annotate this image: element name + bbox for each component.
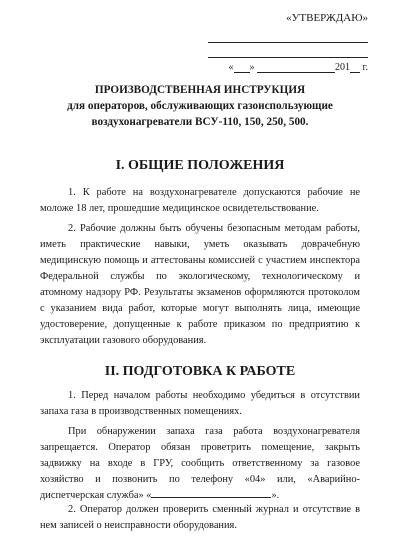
approval-block	[208, 12, 368, 73]
section-heading: I. ОБЩИЕ ПОЛОЖЕНИЯ	[115, 158, 285, 173]
title-line: для операторов, обслуживающих газоиспользующие	[67, 100, 333, 112]
paragraph-text-end: ».	[271, 490, 280, 501]
document-title	[40, 82, 360, 130]
paragraph-text: 2. Рабочие должны быть обучены безопасным методам работы, иметь практические навыки, уметь оказывать доврачебную медицинскую помощь и аттестованы комиссией с участием инспектора Федеральной службы по экологическому, технологическому и атомному надзору РФ. Результаты экзаменов оформляются протоколом с указанием вида работ, которые могут выполнять лица, имеющие удостоверение, допущенные к работе приказом по предприятию к эксплуатации газового оборудования.	[40, 223, 360, 346]
title-line: ПРОИЗВОДСТВЕННАЯ ИНСТРУКЦИЯ	[94, 84, 306, 96]
paragraph	[40, 388, 360, 420]
date-day-blank	[234, 62, 250, 73]
title-line: воздухонагреватели ВСУ-110, 150, 250, 500.	[91, 116, 309, 128]
paragraph	[40, 221, 360, 349]
date-year: 201	[335, 62, 351, 73]
paragraph	[40, 185, 360, 217]
phone-blank	[151, 488, 271, 498]
date-month-blank	[257, 62, 335, 73]
date-open-quote: «	[228, 62, 234, 73]
paragraph-text: 1. К работе на воздухонагревателе допускаются рабочие не моложе 18 лет, прошедшие медицинское освидетельствование.	[40, 187, 360, 214]
paragraph-text-main: При обнаружении запаха газа работа воздухонагревателя запрещается. Оператор обязан проветрить помещение, закрыть задвижку на входе в ГРУ, сообщить ответственному за газовое хозяйство и позвонить по телефону «04» или, «Аварийно-диспетчерская служба» «	[40, 426, 360, 501]
paragraph-text: 1. Перед началом работы необходимо убедиться в отсутствии запаха газа в производственных помещениях.	[40, 390, 360, 417]
approval-date-line	[208, 62, 368, 73]
signature-line	[208, 45, 368, 58]
date-year-blank	[350, 62, 360, 73]
paragraph	[40, 424, 360, 504]
date-year-suffix: г.	[362, 62, 368, 73]
date-close-quote: »	[249, 62, 255, 73]
paragraph-text: 2. Оператор должен проверить сменный журнал и отсутствие в нем записей о неисправности оборудования.	[40, 504, 360, 531]
approval-title: «УТВЕРЖДАЮ»	[286, 12, 368, 24]
paragraph	[40, 502, 360, 534]
signature-line	[208, 30, 368, 43]
paragraph-text	[40, 424, 360, 504]
section-heading: II. ПОДГОТОВКА К РАБОТЕ	[104, 364, 296, 379]
